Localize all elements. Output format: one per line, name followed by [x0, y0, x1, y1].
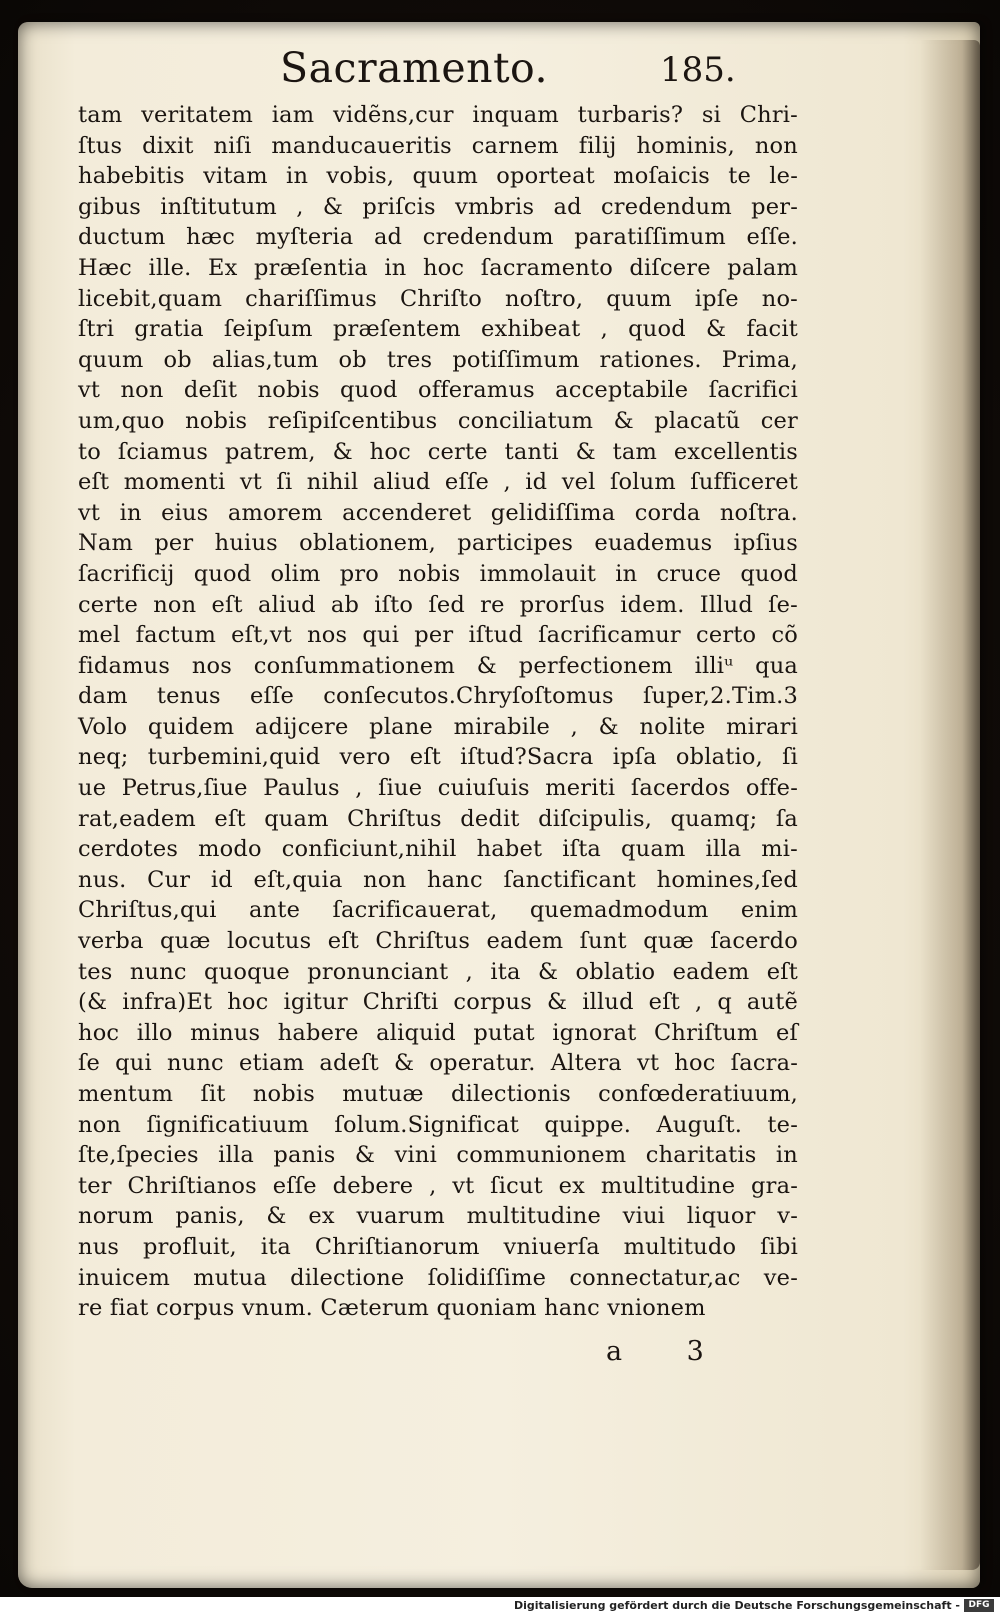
- running-title: Sacramento.: [280, 44, 549, 92]
- text-line: non ſignificatiuum ſolum.Significat quippe. Auguſt. te-: [78, 1111, 798, 1138]
- text-line: dam tenus eſſe conſecutos.Chryſoſtomus ſuper,2.Tim.3: [78, 683, 798, 710]
- text-line: ductum hæc myſteria ad credendum paratiſſimum eſſe.: [78, 224, 798, 251]
- text-line: ter Chriſtianos eſſe debere , vt ſicut ex multitudine gra-: [78, 1172, 798, 1199]
- text-line: re fiat corpus vnum. Cæterum quoniam hanc vnionem: [78, 1295, 706, 1322]
- signature-mark: a 3: [606, 1336, 732, 1367]
- text-line: rat,eadem eſt quam Chriſtus dedit diſcipulis, quamq; ſa: [78, 805, 798, 832]
- text-line: (& infra)Et hoc igitur Chriſti corpus & illud eſt , q autẽ: [78, 989, 798, 1016]
- text-line: Volo quidem adijcere plane mirabile , & nolite mirari: [78, 713, 798, 740]
- text-line: licebit,quam chariſſimus Chriſto noſtro, quum ipſe no-: [78, 285, 798, 312]
- text-line: norum panis, & ex vuarum multitudine viui liquor v-: [78, 1203, 798, 1230]
- page-number: 185.: [660, 50, 736, 90]
- text-line: hoc illo minus habere aliquid putat ignorat Chriſtum eſ: [78, 1019, 798, 1046]
- text-line: um,quo nobis reſipiſcentibus conciliatum & placatũ cer: [78, 407, 798, 434]
- text-line: cerdotes modo conficiunt,nihil habet iſta quam illa mi-: [78, 836, 798, 863]
- text-line: neq; turbemini,quid vero eſt iſtud?Sacra ipſa oblatio, ſi: [78, 744, 798, 771]
- footer-credit: Digitalisierung gefördert durch die Deutsche Forschungsgemeinschaft -: [513, 1599, 960, 1612]
- text-line: ſtus dixit niſi manducaueritis carnem filij hominis, non: [78, 132, 798, 159]
- text-line: inuicem mutua dilectione ſolidiſſime connectatur,ac ve-: [78, 1264, 798, 1291]
- text-line: nus. Cur id eſt,quia non hanc ſanctificant homines,ſed: [78, 866, 798, 893]
- text-line: quum ob alias,tum ob tres potiſſimum rationes. Prima,: [78, 346, 798, 373]
- text-line: vt in eius amorem accenderet gelidiſſima corda noſtra.: [78, 499, 798, 526]
- text-line: gibus inſtitutum , & priſcis vmbris ad credendum per-: [78, 193, 798, 220]
- text-line: mel factum eſt,vt nos qui per iſtud ſacrificamur certo cõ: [78, 622, 798, 649]
- text-line: tes nunc quoque pronunciant , ita & oblatio eadem eſt: [78, 958, 798, 985]
- text-line: Chriſtus,qui ante ſacrificauerat, quemadmodum enim: [78, 897, 798, 924]
- text-line: Nam per huius oblationem, participes euademus ipſius: [78, 530, 798, 557]
- text-line: ſte,ſpecies illa panis & vini communionem charitatis in: [78, 1142, 798, 1169]
- text-line: mentum ſit nobis mutuæ dilectionis confœderatiuum,: [78, 1081, 798, 1107]
- text-line: vt non deſit nobis quod offeramus acceptabile ſacrifici: [78, 377, 798, 404]
- text-line: tam veritatem iam vidẽns,cur inquam turbaris? si Chri-: [78, 102, 798, 128]
- text-line: nus profluit, ita Chriſtianorum vniuerſa multitudo ſibi: [78, 1233, 798, 1260]
- text-line: ſacrificij quod olim pro nobis immolauit in cruce quod: [78, 560, 798, 587]
- text-line: to ſciamus patrem, & hoc certe tanti & tam excellentis: [78, 438, 798, 465]
- text-line: ue Petrus,ſiue Paulus , ſiue cuiuſuis meriti ſacerdos offe-: [78, 775, 798, 802]
- text-line: ſe qui nunc etiam adeſt & operatur. Altera vt hoc ſacra-: [78, 1050, 798, 1077]
- text-line: ſtri gratia ſeipſum præſentem exhibeat , quod & facit: [78, 316, 798, 343]
- text-line: certe non eſt aliud ab iſto ſed re prorſus idem. Illud ſe-: [78, 591, 798, 618]
- text-line: eſt momenti vt ſi nihil aliud eſſe , id vel ſolum ſufficeret: [78, 469, 798, 496]
- dfg-logo: DFG: [964, 1599, 994, 1612]
- text-line: verba quæ locutus eſt Chriſtus eadem ſunt quæ ſacerdo: [78, 928, 798, 955]
- text-line: habebitis vitam in vobis, quum oporteat moſaicis te le-: [78, 163, 798, 190]
- text-line: fidamus nos conſummationem & perfectionem illiᵘ qua: [78, 652, 798, 679]
- page-edge-shadow: [920, 40, 980, 1570]
- body-text: [78, 100, 798, 1324]
- text-line: Hæc ille. Ex præſentia in hoc ſacramento diſcere palam: [78, 254, 798, 281]
